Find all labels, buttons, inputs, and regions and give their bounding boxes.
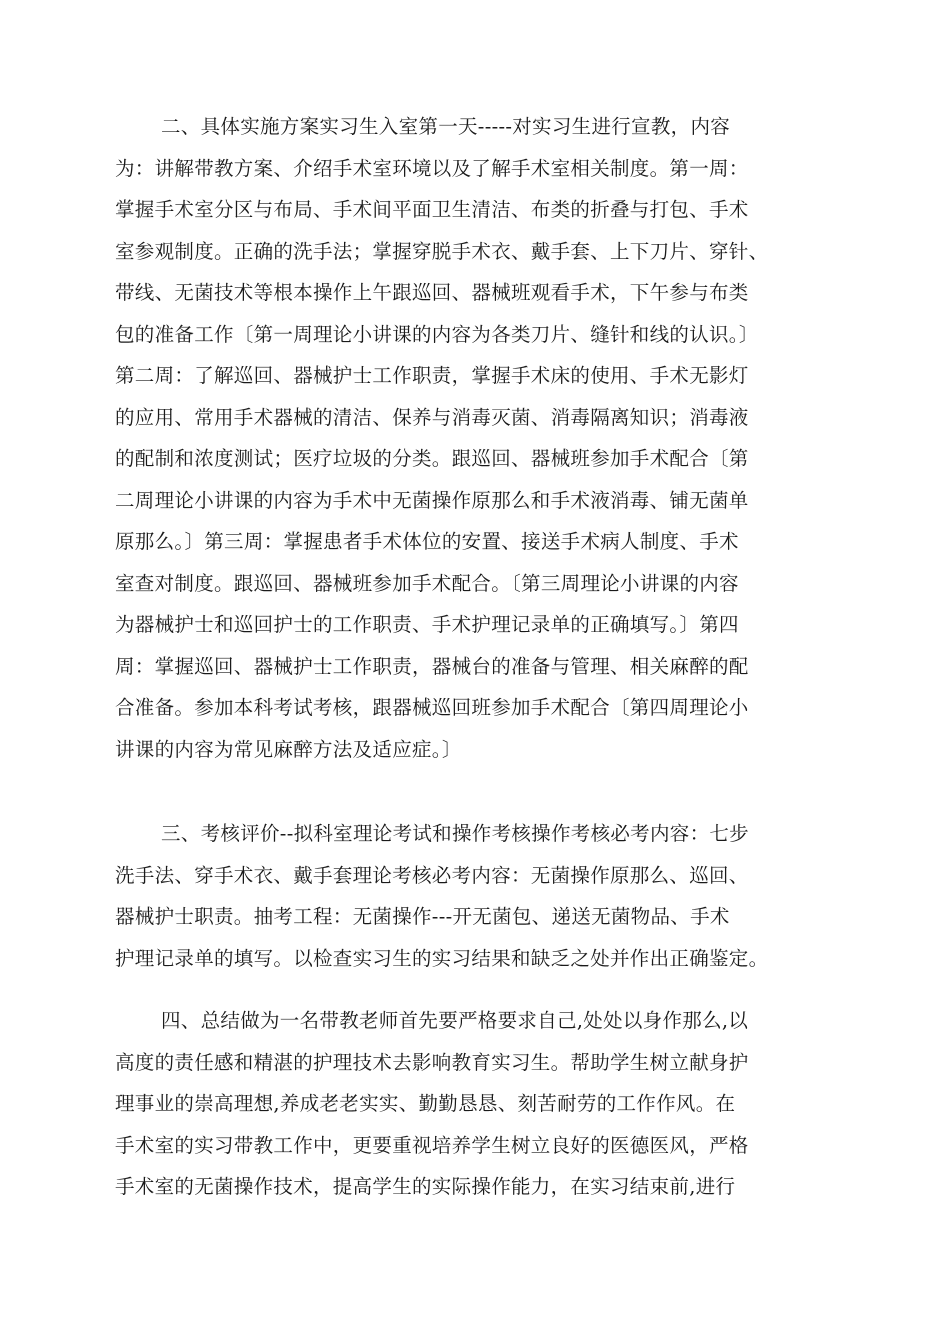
text-line: 为器械护士和巡回护士的工作职责、手术护理记录单的正确填写。〕第四 bbox=[115, 613, 739, 636]
paragraph-assessment bbox=[115, 813, 835, 979]
text-line: 的配制和浓度测试；医疗垃圾的分类。跟巡回、器械班参加手术配合〔第 bbox=[115, 447, 749, 470]
text-line: 讲课的内容为常见麻醉方法及适应症。〕 bbox=[115, 737, 462, 761]
paragraph-implementation-plan bbox=[115, 106, 835, 770]
text-line: 合准备。参加本科考试考核，跟器械巡回班参加手术配合〔第四周理论小 bbox=[115, 696, 749, 719]
text-line: 原那么。〕第三周：掌握患者手术体位的安置、接送手术病人制度、手术 bbox=[115, 530, 739, 553]
text-line: 室查对制度。跟巡回、器械班参加手术配合。〔第三周理论小讲课的内容 bbox=[115, 571, 739, 595]
text-line: 三、考核评价--拟科室理论考试和操作考核操作考核必考内容：七步 bbox=[161, 822, 749, 845]
text-line: 二、具体实施方案实习生入室第一天-----对实习生进行宣教，内容 bbox=[161, 115, 731, 138]
text-line: 为：讲解带教方案、介绍手术室环境以及了解手术室相关制度。第一周： bbox=[115, 156, 749, 180]
text-line: 室参观制度。正确的洗手法；掌握穿脱手术衣、戴手套、上下刀片、穿针、 bbox=[115, 239, 769, 263]
text-line: 手术室的无菌操作技术，提高学生的实际操作能力，在实习结束前,进行 bbox=[115, 1175, 736, 1198]
paragraph-summary bbox=[115, 1000, 835, 1208]
text-line: 四、总结做为一名带教老师首先要严格要求自己,处处以身作那么,以 bbox=[161, 1009, 749, 1032]
text-line: 掌握手术室分区与布局、手术间平面卫生清洁、布类的折叠与打包、手术 bbox=[115, 198, 749, 221]
text-line: 带线、无菌技术等根本操作上午跟巡回、器械班观看手术，下午参与布类 bbox=[115, 281, 749, 304]
text-line: 二周理论小讲课的内容为手术中无菌操作原那么和手术液消毒、铺无菌单 bbox=[115, 488, 749, 512]
text-line: 包的准备工作〔第一周理论小讲课的内容为各类刀片、缝针和线的认识。〕 bbox=[115, 322, 759, 346]
text-line: 周：掌握巡回、器械护士工作职责，器械台的准备与管理、相关麻醉的配 bbox=[115, 654, 749, 678]
text-line: 高度的责任感和精湛的护理技术去影响教育实习生。帮助学生树立献身护 bbox=[115, 1050, 749, 1074]
text-line: 器械护士职责。抽考工程：无菌操作---开无菌包、递送无菌物品、手术 bbox=[115, 905, 730, 928]
text-line: 洗手法、穿手术衣、戴手套理论考核必考内容：无菌操作原那么、巡回、 bbox=[115, 863, 749, 887]
text-line: 第二周：了解巡回、器械护士工作职责，掌握手术床的使用、手术无影灯 bbox=[115, 364, 749, 387]
text-line: 护理记录单的填写。以检查实习生的实习结果和缺乏之处并作出正确鉴定。 bbox=[115, 946, 769, 970]
text-line: 的应用、常用手术器械的清洁、保养与消毒灭菌、消毒隔离知识；消毒液 bbox=[115, 405, 749, 429]
text-line: 手术室的实习带教工作中，更要重视培养学生树立良好的医德医风，严格 bbox=[115, 1133, 749, 1157]
text-line: 理事业的崇高理想,养成老老实实、勤勤恳恳、刻苦耐劳的工作作风。在 bbox=[115, 1092, 736, 1115]
